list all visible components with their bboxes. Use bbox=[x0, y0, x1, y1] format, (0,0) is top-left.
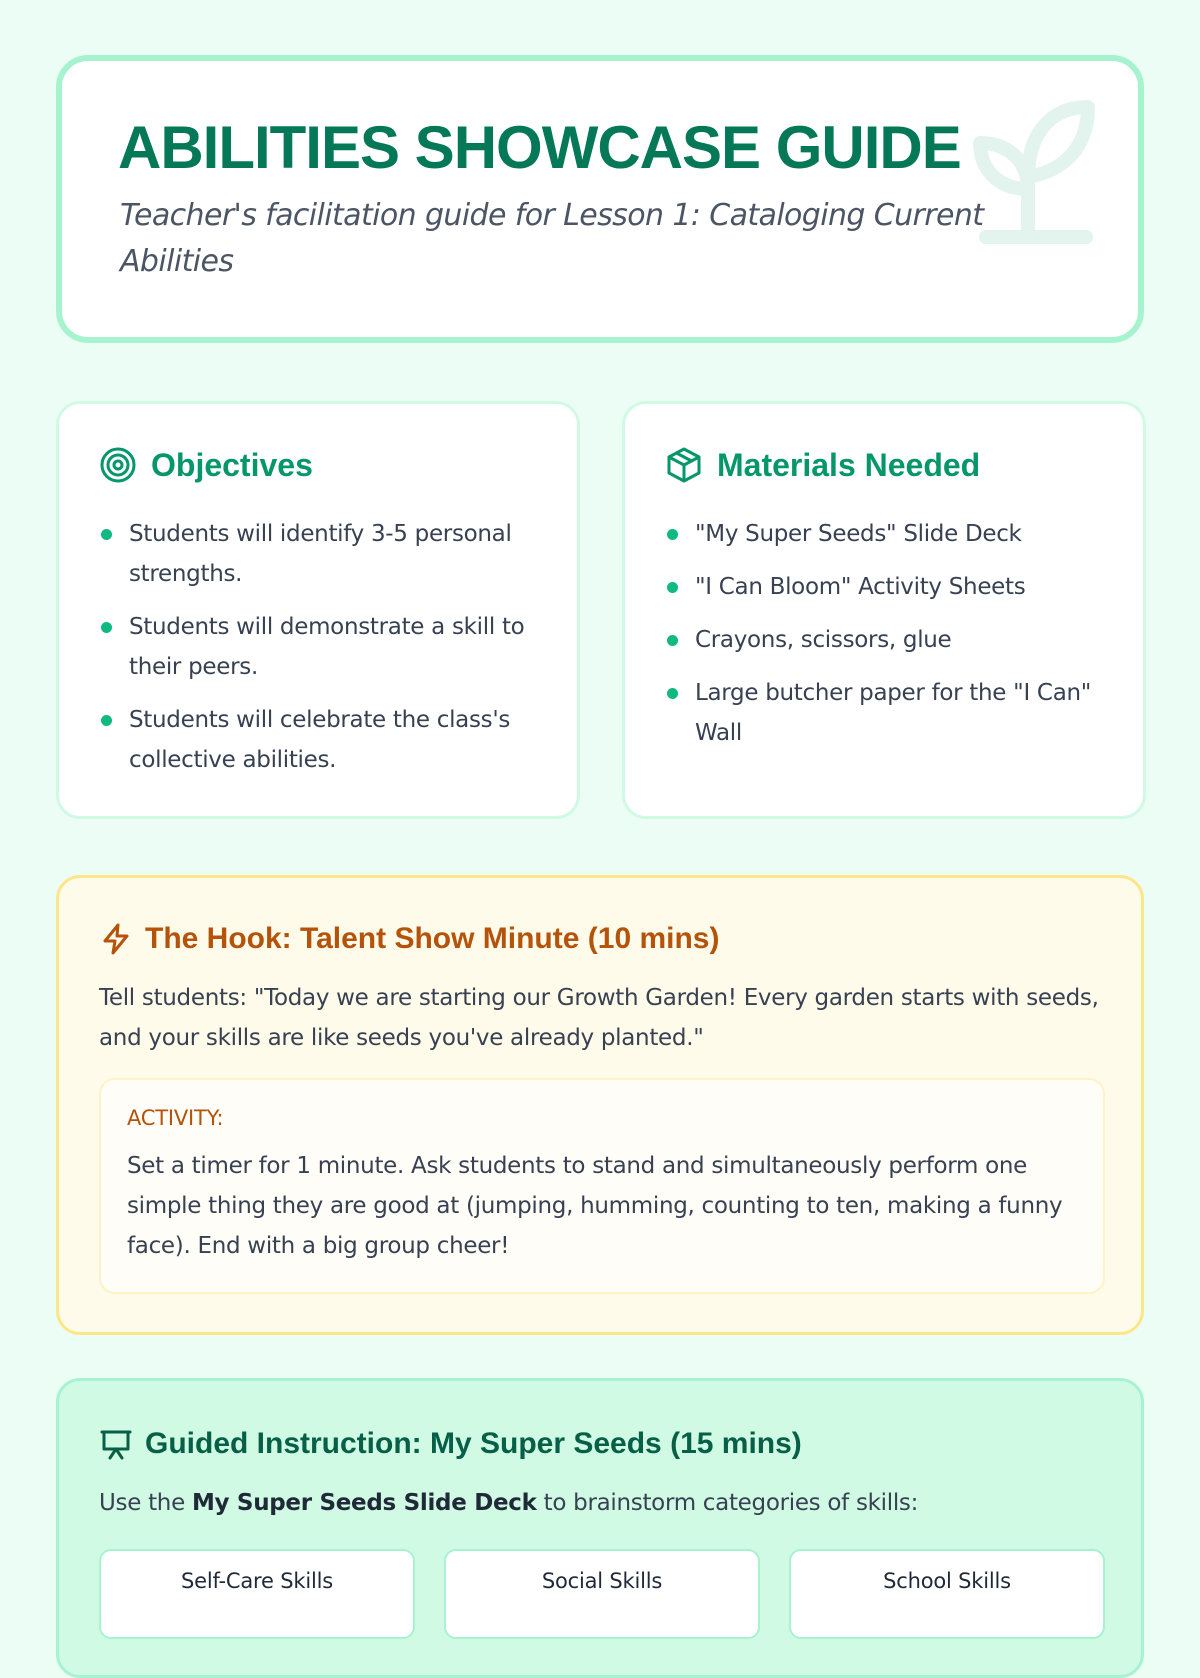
guided-instruction-section bbox=[56, 1378, 1144, 1678]
skill-category-self-care: Self-Care Skills bbox=[99, 1549, 415, 1639]
skill-category-social: Social Skills bbox=[444, 1549, 760, 1639]
list-item: Students will celebrate the class's collective abilities. bbox=[99, 700, 539, 780]
objectives-card bbox=[56, 401, 580, 819]
activity-text: Set a timer for 1 minute. Ask students to stand and simultaneously perform one simple thing they are good at (jumping, humming, counting to ten, making a funny face). End with a big group cheer! bbox=[127, 1153, 1063, 1259]
guided-title: Guided Instruction: My Super Seeds (15 mins) bbox=[145, 1427, 802, 1460]
activity-box bbox=[99, 1078, 1105, 1294]
guided-intro-before: Use the bbox=[99, 1490, 192, 1516]
target-icon bbox=[99, 446, 137, 484]
list-item: Students will demonstrate a skill to their peers. bbox=[99, 607, 539, 687]
materials-card bbox=[622, 401, 1146, 819]
guided-intro-text bbox=[99, 1483, 918, 1523]
skill-category-row bbox=[99, 1549, 1105, 1639]
hook-section bbox=[56, 875, 1144, 1335]
materials-title: Materials Needed bbox=[717, 446, 981, 483]
list-item: Students will identify 3-5 personal strengths. bbox=[99, 514, 539, 594]
objectives-list bbox=[99, 514, 539, 793]
materials-heading bbox=[665, 446, 980, 484]
activity-label: ACTIVITY: bbox=[127, 1106, 224, 1130]
hook-intro-text: Tell students: "Today we are starting our Growth Garden! Every garden starts with seeds, and your skills are like seeds you've already planted." bbox=[99, 985, 1099, 1051]
objectives-heading bbox=[99, 446, 313, 484]
page-subtitle: Teacher's facilitation guide for Lesson 1: Cataloging Current Abilities bbox=[120, 198, 984, 279]
materials-list bbox=[665, 514, 1105, 766]
objectives-title: Objectives bbox=[151, 446, 313, 483]
sprout-icon bbox=[968, 97, 1098, 247]
list-item: Crayons, scissors, glue bbox=[665, 620, 1105, 660]
list-item: "My Super Seeds" Slide Deck bbox=[665, 514, 1105, 554]
list-item: "I Can Bloom" Activity Sheets bbox=[665, 567, 1105, 607]
hook-heading bbox=[99, 922, 719, 956]
guided-intro-after: to brainstorm categories of skills: bbox=[536, 1490, 919, 1516]
presentation-icon bbox=[99, 1427, 133, 1461]
lightning-icon bbox=[99, 922, 133, 956]
hook-title: The Hook: Talent Show Minute (10 mins) bbox=[145, 922, 720, 955]
page-title: ABILITIES SHOWCASE GUIDE bbox=[118, 114, 961, 181]
guided-heading bbox=[99, 1427, 802, 1461]
skill-category-school: School Skills bbox=[789, 1549, 1105, 1639]
package-icon bbox=[665, 446, 703, 484]
slide-deck-name: My Super Seeds Slide Deck bbox=[191, 1490, 537, 1516]
header-card bbox=[56, 55, 1144, 343]
list-item: Large butcher paper for the "I Can" Wall bbox=[665, 673, 1105, 753]
